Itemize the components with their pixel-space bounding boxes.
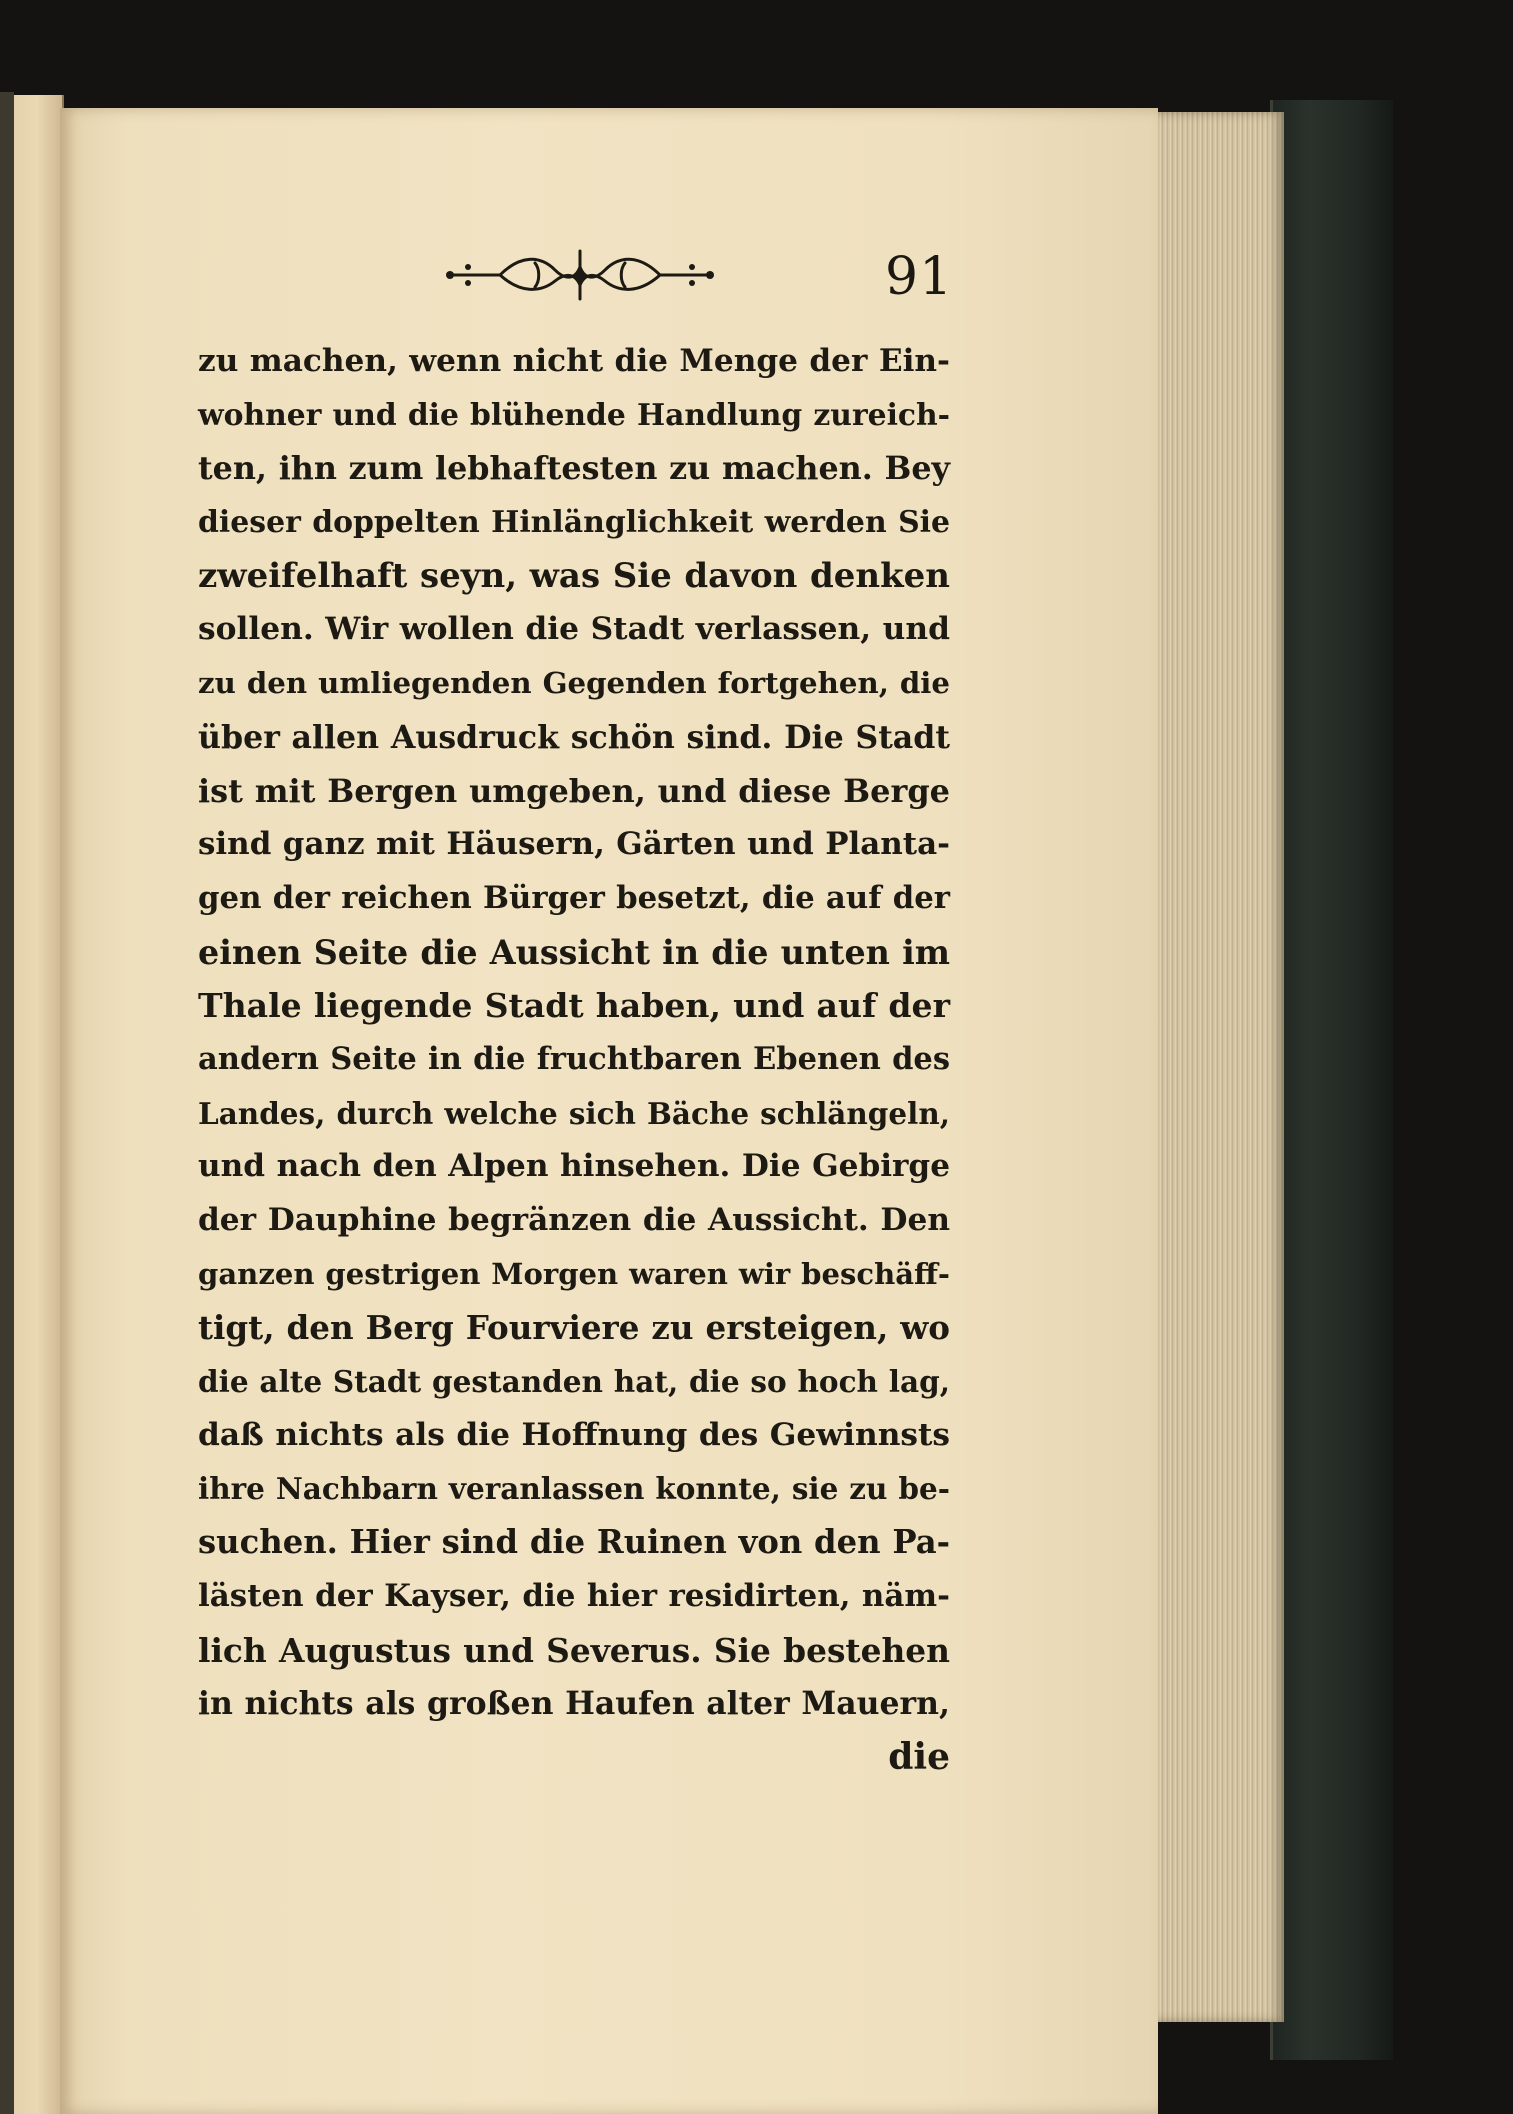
text-line: zu machen, wenn nicht die Menge der Ein- bbox=[198, 343, 950, 379]
floral-ornament-icon bbox=[440, 245, 720, 305]
text-line: ihre Nachbarn veranlassen konnte, sie zu be- bbox=[198, 1471, 950, 1507]
text-line: und nach den Alpen hinsehen. Die Gebirge bbox=[198, 1148, 950, 1185]
page-block-edge bbox=[1152, 112, 1284, 2022]
text-line: ist mit Bergen umgeben, und diese Berge bbox=[198, 771, 950, 810]
text-line: zweifelhaft seyn, was Sie davon denken bbox=[198, 555, 950, 596]
text-line: andern Seite in die fruchtbaren Ebenen des bbox=[198, 1040, 950, 1077]
text-line: wohner und die blühende Handlung zureich- bbox=[198, 397, 950, 433]
text-line: lich Augustus und Severus. Sie bestehen bbox=[198, 1630, 950, 1670]
text-line: zu den umliegenden Gegenden fortgehen, die bbox=[198, 666, 950, 701]
text-line: daß nichts als die Hoffnung des Gewinnsts bbox=[198, 1416, 950, 1453]
text-line: einen Seite die Aussicht in die unten im bbox=[198, 932, 950, 972]
text-line: lästen der Kayser, die hier residirten, näm- bbox=[198, 1577, 950, 1614]
text-line: tigt, den Berg Fourviere zu ersteigen, wo bbox=[198, 1308, 950, 1348]
left-cover-board bbox=[0, 92, 14, 2114]
right-cover-board bbox=[1270, 100, 1393, 2060]
text-line: suchen. Hier sind die Ruinen von den Pa- bbox=[198, 1523, 950, 1562]
body-text bbox=[198, 335, 950, 1785]
catchword: die bbox=[888, 1735, 950, 1778]
page-number: 91 bbox=[885, 247, 954, 307]
text-line: in nichts als großen Haufen alter Mauern, bbox=[198, 1685, 950, 1723]
text-line: die alte Stadt gestanden hat, die so hoch lag, bbox=[198, 1364, 950, 1400]
text-line: der Dauphine begränzen die Aussicht. Den bbox=[198, 1202, 950, 1238]
text-line: über allen Ausdruck schön sind. Die Stadt bbox=[198, 718, 950, 756]
text-line: ganzen gestrigen Morgen waren wir beschäff- bbox=[198, 1256, 950, 1291]
text-line: sollen. Wir wollen die Stadt verlassen, und bbox=[198, 611, 950, 648]
text-line: Thale liegende Stadt haben, und auf der bbox=[198, 986, 950, 1026]
text-line: dieser doppelten Hinlänglichkeit werden Sie bbox=[198, 505, 950, 541]
text-line: sind ganz mit Häusern, Gärten und Planta- bbox=[198, 826, 950, 863]
text-line: ten, ihn zum lebhaftesten zu machen. Bey bbox=[198, 450, 950, 488]
text-line: gen der reichen Bürger besetzt, die auf der bbox=[198, 879, 950, 916]
page-header bbox=[440, 245, 960, 315]
text-line: Landes, durch welche sich Bäche schlängeln, bbox=[198, 1095, 950, 1131]
